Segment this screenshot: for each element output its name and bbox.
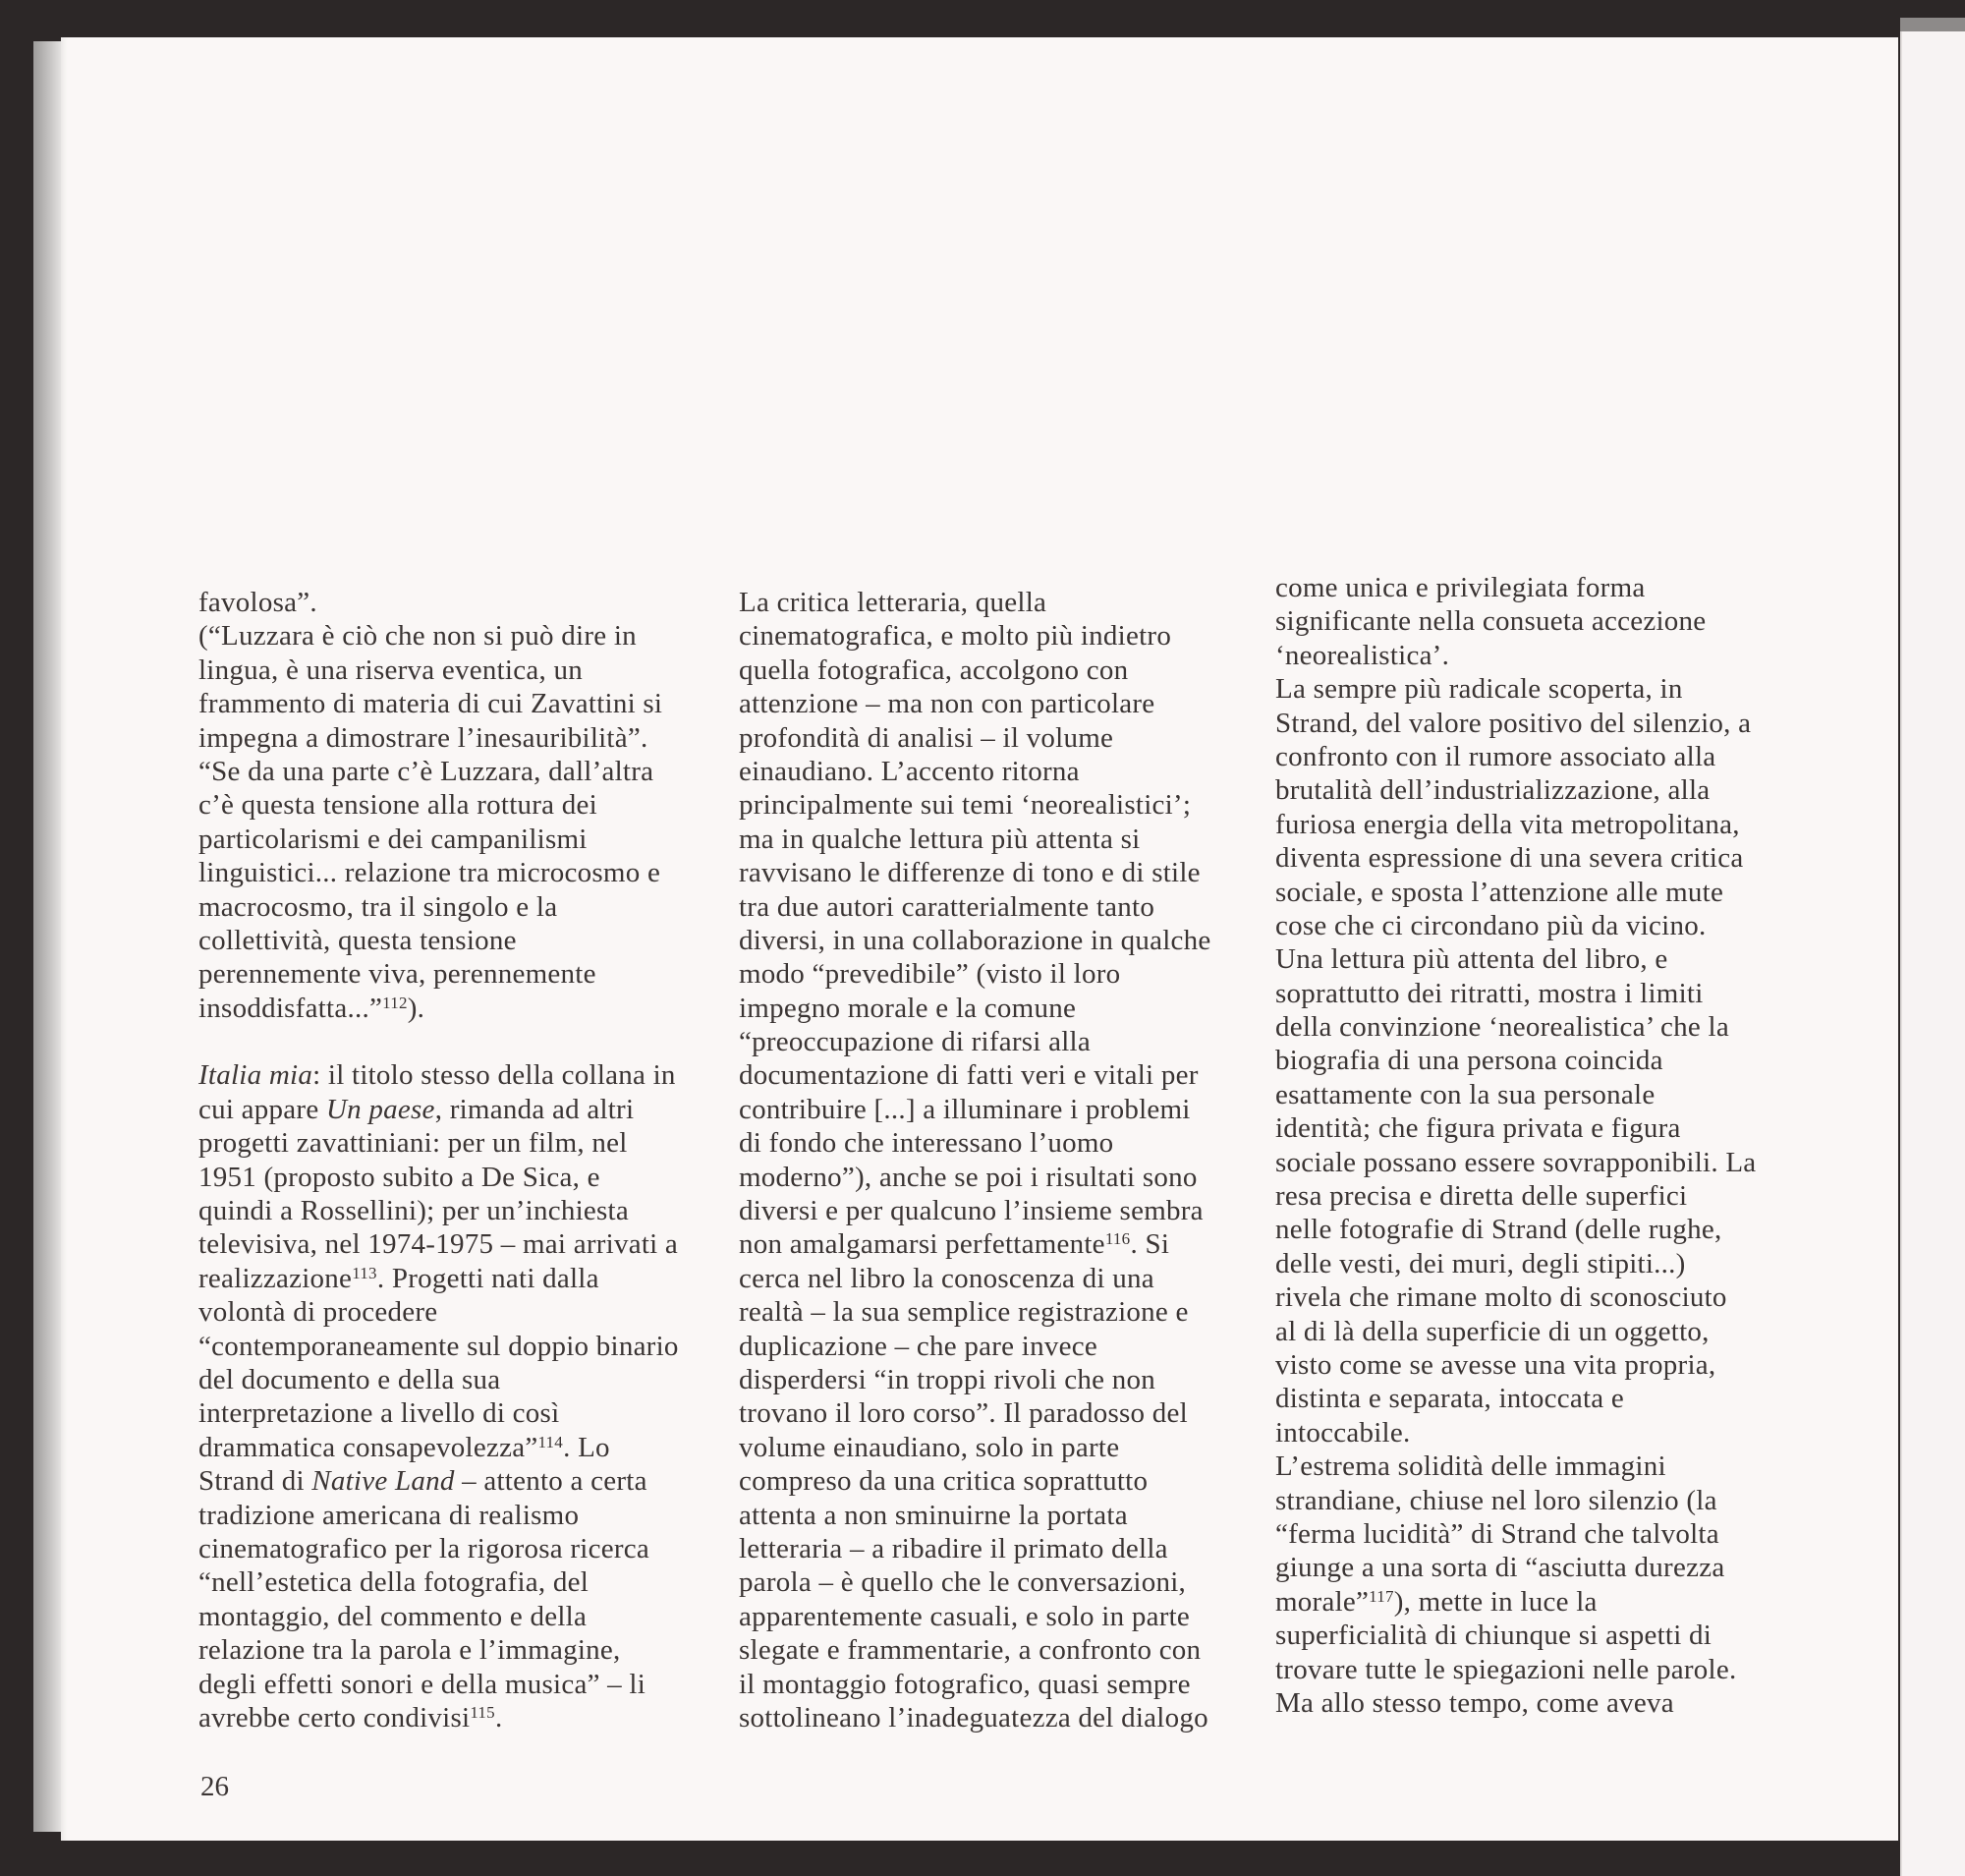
text-line bbox=[1275, 1517, 1825, 1551]
text-line bbox=[1275, 1010, 1825, 1044]
text-segment: televisiva, nel 1974-1975 – mai arrivati a bbox=[198, 1228, 679, 1261]
text-segment: Strand di bbox=[198, 1465, 312, 1498]
text-segment: “preoccupazione di rifarsi alla bbox=[739, 1026, 1091, 1058]
text-line bbox=[198, 1668, 749, 1701]
text-line bbox=[198, 856, 749, 889]
text-line bbox=[1275, 740, 1825, 773]
text-segment: disperdersi “in troppi rivoli che non bbox=[739, 1363, 1156, 1395]
text-line bbox=[1275, 1416, 1825, 1450]
text-line bbox=[1275, 1551, 1825, 1584]
text-line bbox=[1275, 1348, 1825, 1382]
text-segment: modo “prevedibile” (visto il loro bbox=[739, 958, 1121, 991]
text-line bbox=[1275, 1044, 1825, 1077]
text-segment: ), mette in luce la bbox=[1393, 1585, 1598, 1618]
text-line bbox=[198, 654, 749, 687]
text-line bbox=[198, 1431, 749, 1464]
footnote-ref: 113 bbox=[352, 1263, 377, 1282]
text-segment: Strand, del valore positivo del silenzio, a bbox=[1275, 707, 1752, 739]
text-line bbox=[739, 1330, 1289, 1363]
text-line bbox=[739, 1126, 1289, 1160]
footnote-ref: 112 bbox=[382, 993, 408, 1012]
text-line bbox=[739, 1227, 1289, 1261]
text-column-3 bbox=[1275, 571, 1825, 1720]
text-line bbox=[1275, 707, 1825, 740]
text-line bbox=[739, 1600, 1289, 1633]
italic-title: Italia mia bbox=[198, 1059, 313, 1092]
text-segment: interpretazione a livello di così bbox=[198, 1397, 560, 1430]
text-line bbox=[198, 1565, 749, 1599]
text-line bbox=[739, 755, 1289, 788]
text-segment: “ferma lucidità” di Strand che talvolta bbox=[1275, 1517, 1719, 1550]
text-line bbox=[739, 957, 1289, 991]
text-line bbox=[1275, 571, 1825, 604]
text-line bbox=[739, 1093, 1289, 1126]
text-line bbox=[739, 586, 1289, 619]
text-segment: L’estrema solidità delle immagini bbox=[1275, 1450, 1666, 1483]
text-line bbox=[1275, 1078, 1825, 1111]
text-line bbox=[1275, 672, 1825, 706]
text-segment: al di là della superficie di un oggetto, bbox=[1275, 1315, 1710, 1347]
text-line bbox=[739, 788, 1289, 822]
text-line bbox=[198, 1161, 749, 1194]
text-segment: – attento a certa bbox=[454, 1465, 647, 1498]
text-line bbox=[739, 992, 1289, 1025]
text-segment: degli effetti sonori e della musica” – li bbox=[198, 1668, 646, 1700]
text-segment: . Lo bbox=[563, 1431, 610, 1463]
text-line bbox=[1275, 942, 1825, 976]
text-line bbox=[198, 1532, 749, 1565]
text-column-2 bbox=[739, 586, 1289, 1734]
text-segment: giunge a una sorta di “asciutta durezza bbox=[1275, 1552, 1725, 1584]
text-segment: nelle fotografie di Strand (delle rughe, bbox=[1275, 1214, 1722, 1246]
text-line bbox=[198, 890, 749, 924]
text-segment: La critica letteraria, quella bbox=[739, 587, 1047, 618]
text-line bbox=[739, 1363, 1289, 1396]
text-line bbox=[739, 856, 1289, 889]
text-line bbox=[739, 619, 1289, 653]
text-line bbox=[1275, 1653, 1825, 1686]
text-line bbox=[1275, 808, 1825, 841]
text-segment: particolarismi e dei campanilismi bbox=[198, 823, 588, 855]
text-segment: cui appare bbox=[198, 1093, 326, 1125]
text-segment: furiosa energia della vita metropolitana, bbox=[1275, 808, 1740, 840]
text-line bbox=[1275, 1247, 1825, 1280]
text-segment: cinematografico per la rigorosa ricerca bbox=[198, 1532, 649, 1564]
text-segment: attenta a non sminuirne la portata bbox=[739, 1499, 1128, 1531]
text-line bbox=[1275, 909, 1825, 942]
text-segment: macrocosmo, tra il singolo e la bbox=[198, 890, 558, 923]
text-segment: ). bbox=[407, 992, 425, 1024]
text-segment: brutalità dell’industrializzazione, alla bbox=[1275, 774, 1711, 807]
text-line bbox=[1275, 1686, 1825, 1720]
text-segment: morale” bbox=[1275, 1585, 1370, 1618]
text-line bbox=[1275, 1484, 1825, 1517]
text-line bbox=[198, 1701, 749, 1734]
text-segment: einaudiano. L’accento ritorna bbox=[739, 755, 1080, 787]
text-segment: 1951 (proposto subito a De Sica, e bbox=[198, 1161, 600, 1193]
text-segment: cinematografica, e molto più indietro bbox=[739, 620, 1172, 653]
text-segment: intoccabile. bbox=[1275, 1416, 1411, 1449]
text-segment: delle vesti, dei muri, degli stipiti...) bbox=[1275, 1247, 1686, 1279]
text-segment: : il titolo stesso della collana in bbox=[312, 1059, 676, 1092]
text-segment: realtà – la sua semplice registrazione e bbox=[739, 1296, 1189, 1329]
text-segment: . bbox=[494, 1701, 503, 1734]
text-line bbox=[739, 1025, 1289, 1058]
text-line bbox=[1275, 1619, 1825, 1652]
text-segment: quella fotografica, accolgono con bbox=[739, 654, 1129, 686]
text-segment: apparentemente casuali, e solo in parte bbox=[739, 1600, 1191, 1632]
text-segment: diversi e per qualcuno l’insieme sembra bbox=[739, 1195, 1204, 1227]
facing-page-edge bbox=[1900, 31, 1965, 1876]
text-segment: non amalgamarsi perfettamente bbox=[739, 1228, 1105, 1261]
text-segment: superficialità di chiunque si aspetti di bbox=[1275, 1620, 1712, 1652]
text-line bbox=[1275, 841, 1825, 875]
text-segment: come unica e privilegiata forma bbox=[1275, 572, 1646, 603]
text-line bbox=[198, 1464, 749, 1498]
text-line bbox=[198, 788, 749, 822]
text-line bbox=[739, 924, 1289, 957]
text-segment: diventa espressione di una severa critica bbox=[1275, 842, 1744, 875]
text-segment: cerca nel libro la conoscenza di una bbox=[739, 1262, 1154, 1294]
text-line bbox=[198, 687, 749, 720]
text-segment: confronto con il rumore associato alla bbox=[1275, 740, 1716, 772]
text-segment: rivela che rimane molto di sconosciuto bbox=[1275, 1281, 1727, 1314]
text-segment: progetti zavattiniani: per un film, nel bbox=[198, 1127, 628, 1160]
text-segment: realizzazione bbox=[198, 1262, 353, 1294]
text-segment: impegna a dimostrare l’inesauribilità”. bbox=[198, 721, 648, 754]
text-segment: il montaggio fotografico, quasi sempre bbox=[739, 1668, 1191, 1700]
book-edge-top bbox=[1900, 18, 1965, 31]
text-segment: contribuire [...] a illuminare i problemi bbox=[739, 1093, 1191, 1125]
text-segment: sociale, e sposta l’attenzione alle mute bbox=[1275, 876, 1724, 908]
text-segment: soprattutto dei ritratti, mostra i limiti bbox=[1275, 977, 1704, 1009]
text-segment: della convinzione ‘neorealistica’ che la bbox=[1275, 1011, 1729, 1044]
text-line bbox=[739, 1396, 1289, 1430]
text-line bbox=[198, 1262, 749, 1295]
text-line bbox=[739, 1532, 1289, 1565]
text-line bbox=[198, 619, 749, 653]
text-line bbox=[198, 586, 749, 619]
text-segment: trovano il loro corso”. Il paradosso del bbox=[739, 1397, 1188, 1430]
text-segment: La sempre più radicale scoperta, in bbox=[1275, 673, 1683, 706]
text-line bbox=[198, 1633, 749, 1667]
text-line bbox=[739, 1058, 1289, 1092]
text-segment: Ma allo stesso tempo, come aveva bbox=[1275, 1686, 1674, 1719]
text-segment: principalmente sui temi ‘neorealistici’; bbox=[739, 789, 1192, 822]
text-segment: drammatica consapevolezza” bbox=[198, 1431, 538, 1463]
text-line bbox=[1275, 1213, 1825, 1246]
text-segment: trovare tutte le spiegazioni nelle parole. bbox=[1275, 1653, 1737, 1685]
text-segment: diversi, in una collaborazione in qualche bbox=[739, 924, 1211, 956]
text-line bbox=[739, 1565, 1289, 1599]
text-line bbox=[739, 654, 1289, 687]
text-line bbox=[198, 1025, 749, 1058]
text-line bbox=[1275, 1146, 1825, 1179]
text-line bbox=[198, 1126, 749, 1160]
text-segment: quindi a Rossellini); per un’inchiesta bbox=[198, 1195, 629, 1227]
text-segment: collettività, questa tensione bbox=[198, 924, 517, 956]
text-segment: duplicazione – che pare invece bbox=[739, 1330, 1097, 1362]
text-segment: identità; che figura privata e figura bbox=[1275, 1112, 1681, 1145]
text-line bbox=[198, 1194, 749, 1227]
text-segment: profondità di analisi – il volume bbox=[739, 721, 1114, 754]
text-line bbox=[198, 1363, 749, 1396]
text-line bbox=[739, 1161, 1289, 1194]
text-line bbox=[198, 721, 749, 755]
text-line bbox=[198, 1093, 749, 1126]
text-segment: letteraria – a ribadire il primato della bbox=[739, 1532, 1168, 1564]
text-line bbox=[739, 1668, 1289, 1701]
text-segment: relazione tra la parola e l’immagine, bbox=[198, 1634, 621, 1667]
text-segment: biografia di una persona coincida bbox=[1275, 1045, 1663, 1077]
text-segment: “nell’estetica della fotografia, del bbox=[198, 1566, 590, 1599]
text-line bbox=[198, 1227, 749, 1261]
text-segment: volontà di procedere bbox=[198, 1296, 438, 1329]
text-segment: parola – è quello che le conversazioni, bbox=[739, 1566, 1187, 1599]
text-segment: perennemente viva, perennemente bbox=[198, 958, 596, 991]
text-column-1 bbox=[198, 586, 749, 1734]
text-segment: favolosa”. bbox=[198, 587, 317, 618]
text-line bbox=[739, 1499, 1289, 1532]
text-segment: significante nella consueta accezione bbox=[1275, 605, 1707, 638]
text-segment: cose che ci circondano più da vicino. bbox=[1275, 909, 1707, 941]
page-edge-left bbox=[33, 41, 63, 1832]
text-segment: linguistici... relazione tra microcosmo e bbox=[198, 857, 661, 889]
text-segment: strandiane, chiuse nel loro silenzio (la bbox=[1275, 1484, 1717, 1516]
text-line bbox=[198, 1058, 749, 1092]
text-segment: “contemporaneamente sul doppio binario bbox=[198, 1330, 679, 1362]
text-line bbox=[1275, 1315, 1825, 1348]
text-line bbox=[739, 823, 1289, 856]
text-line bbox=[198, 992, 749, 1025]
text-segment: ‘neorealistica’. bbox=[1275, 639, 1450, 671]
text-line bbox=[1275, 1450, 1825, 1483]
text-segment: . Progetti nati dalla bbox=[376, 1262, 599, 1294]
text-segment: sociale possano essere sovrapponibili. La bbox=[1275, 1146, 1757, 1178]
text-line bbox=[198, 1295, 749, 1329]
text-segment: tradizione americana di realismo bbox=[198, 1499, 580, 1531]
text-segment: attenzione – ma non con particolare bbox=[739, 688, 1155, 720]
text-segment: lingua, è una riserva eventica, un bbox=[198, 654, 583, 686]
footnote-ref: 114 bbox=[537, 1432, 564, 1451]
text-segment: volume einaudiano, solo in parte bbox=[739, 1431, 1120, 1463]
text-segment: ravvisano le differenze di tono e di stile bbox=[739, 857, 1201, 889]
text-segment: moderno”), anche se poi i risultati sono bbox=[739, 1161, 1198, 1193]
text-segment: esattamente con la sua personale bbox=[1275, 1078, 1656, 1110]
text-line bbox=[198, 1499, 749, 1532]
text-line bbox=[739, 890, 1289, 924]
text-segment: montaggio, del commento e della bbox=[198, 1600, 588, 1632]
text-line bbox=[198, 823, 749, 856]
text-segment: del documento e della sua bbox=[198, 1363, 501, 1395]
text-segment: frammento di materia di cui Zavattini si bbox=[198, 688, 663, 720]
text-line bbox=[739, 1262, 1289, 1295]
text-segment: , rimanda ad altri bbox=[434, 1093, 635, 1125]
italic-title: Un paese bbox=[325, 1093, 435, 1125]
page-number: 26 bbox=[200, 1771, 229, 1802]
text-segment: impegno morale e la comune bbox=[739, 992, 1077, 1024]
text-segment: “Se da una parte c’è Luzzara, dall’altra bbox=[198, 755, 654, 787]
text-segment: sottolineano l’inadeguatezza del dialogo bbox=[739, 1701, 1208, 1734]
text-line bbox=[198, 924, 749, 957]
text-line bbox=[739, 1295, 1289, 1329]
text-segment: Una lettura più attenta del libro, e bbox=[1275, 943, 1668, 976]
footnote-ref: 116 bbox=[1104, 1229, 1131, 1249]
text-line bbox=[739, 687, 1289, 720]
text-line bbox=[739, 1464, 1289, 1498]
text-segment: documentazione di fatti veri e vitali per bbox=[739, 1059, 1199, 1092]
text-line bbox=[1275, 1382, 1825, 1415]
text-segment: . Si bbox=[1130, 1228, 1170, 1261]
text-line bbox=[739, 1194, 1289, 1227]
text-segment: compreso da una critica soprattutto bbox=[739, 1465, 1149, 1498]
text-segment: ma in qualche lettura più attenta si bbox=[739, 823, 1141, 855]
text-segment: tra due autori caratterialmente tanto bbox=[739, 890, 1155, 923]
text-line bbox=[1275, 876, 1825, 909]
text-segment: (“Luzzara è ciò che non si può dire in bbox=[198, 620, 637, 653]
text-line bbox=[1275, 1280, 1825, 1314]
text-segment: di fondo che interessano l’uomo bbox=[739, 1127, 1114, 1160]
text-line bbox=[1275, 773, 1825, 807]
text-line bbox=[198, 1600, 749, 1633]
text-line bbox=[198, 755, 749, 788]
text-line bbox=[1275, 977, 1825, 1010]
text-segment: avrebbe certo condivisi bbox=[198, 1701, 471, 1734]
text-line bbox=[1275, 1111, 1825, 1145]
text-line bbox=[739, 1431, 1289, 1464]
text-line bbox=[198, 1396, 749, 1430]
text-line bbox=[198, 1330, 749, 1363]
text-line bbox=[739, 721, 1289, 755]
footnote-ref: 115 bbox=[470, 1702, 495, 1722]
text-line bbox=[739, 1633, 1289, 1667]
footnote-ref: 117 bbox=[1369, 1586, 1394, 1606]
text-segment: distinta e separata, intoccata e bbox=[1275, 1383, 1625, 1415]
text-line bbox=[1275, 604, 1825, 638]
text-segment: slegate e frammentarie, a confronto con bbox=[739, 1634, 1202, 1667]
text-line bbox=[1275, 1179, 1825, 1213]
text-line bbox=[198, 957, 749, 991]
text-segment: resa precisa e diretta delle superfici bbox=[1275, 1180, 1688, 1213]
text-segment: visto come se avesse una vita propria, bbox=[1275, 1348, 1716, 1381]
text-line bbox=[739, 1701, 1289, 1734]
text-line bbox=[1275, 639, 1825, 672]
italic-title: Native Land bbox=[311, 1465, 455, 1498]
text-segment: insoddisfatta...” bbox=[198, 992, 383, 1024]
text-segment: c’è questa tensione alla rottura dei bbox=[198, 789, 597, 822]
text-line bbox=[1275, 1585, 1825, 1619]
